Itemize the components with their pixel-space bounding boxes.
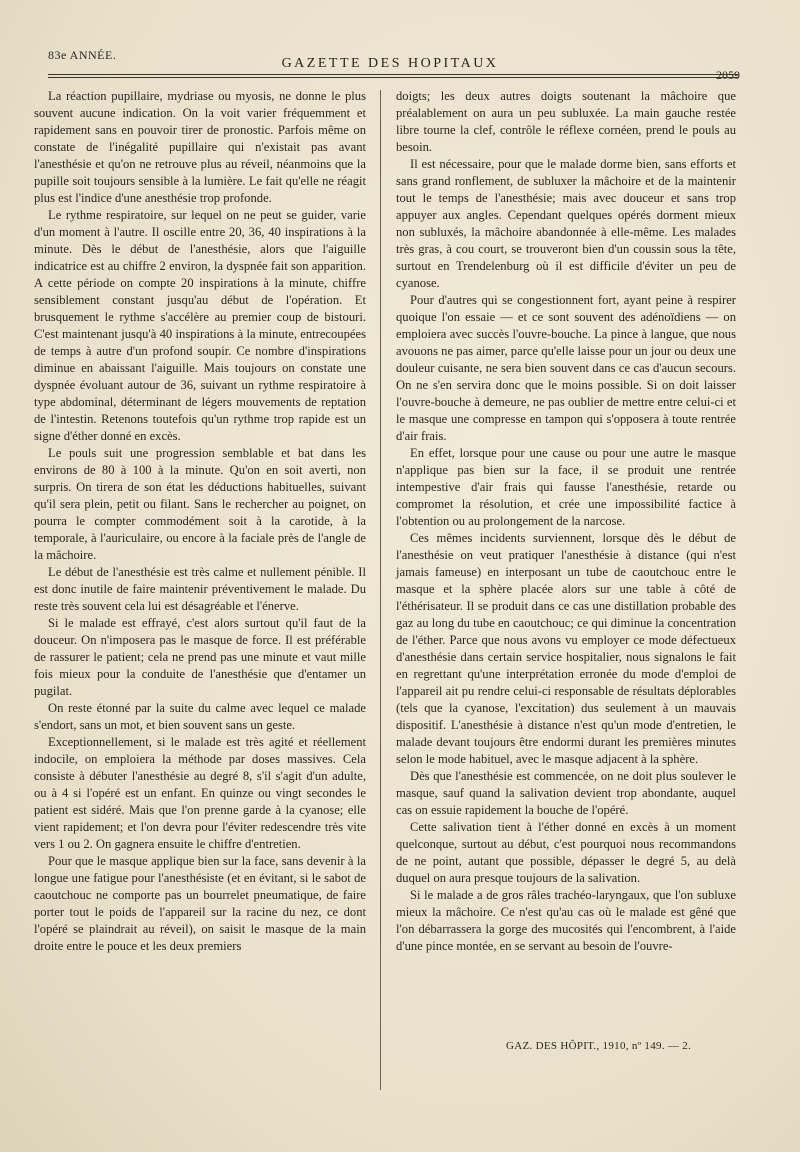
- paragraph: Le rythme respiratoire, sur lequel on ne peut se guider, varie d'un moment à l'autre. Il oscille entre 20, 36, 40 inspirations à la minute. Dès le début de l'anesthésie, alors que l'aiguille indicatrice est au chiffre 2 environ, la dyspnée fait son apparition. A cette période on compte 20 inspirations à la minute, chiffre sensiblement constant jusqu'au début de l'opération. Et brusquement le rythme s'accélère au premier coup de bistouri. C'est maintenant jusqu'à 40 inspirations à la minute, entrecoupées de temps à autre d'un profond soupir. Ce nombre d'inspirations diminue en abaissant l'aiguille. Mais toujours on constate une dyspnée évoluant autour de 36, suivant un rythme respiratoire à type abdominal, déterminant de légers mouvements de reptation de l'intestin. Retenons toutefois qu'un rythme trop rapide est un signe d'éther donné en excès.: [34, 208, 366, 443]
- column-divider: [380, 90, 381, 1090]
- paragraph: Ces mêmes incidents surviennent, lorsque dès le début de l'anesthésie on veut pratiquer l'anesthésie à distance (qui n'est jamais fameuse) en interposant un tube de caoutchouc entre le masque et la sphère placée alors sur une table à côté de l'éthérisateur. Il se produit dans ce cas une distillation probable des gaz au long du tube en caoutchouc; ce qui diminue la concentration de l'éther. Parce que nous avons vu employer ce mode défectueux d'anesthésie dans certain service hospitalier, nous signalons le fait en regrettant qu'une interprétation erronée du mode d'emploi de l'appareil ait pu rendre celui-ci responsable de résultats déplorables (tels que la cyanose, l'excitation) dus seulement à un mauvais dispositif. L'anesthésie à distance n'est qu'un mode d'entretien, le malade devant toujours être endormi durant les premières minutes selon le mode habituel, avec le masque adjacent à la sphère.: [396, 531, 736, 766]
- header-rule: [48, 77, 738, 78]
- paragraph: On reste étonné par la suite du calme avec lequel ce malade s'endort, sans un mot, et bien souvent sans un geste.: [34, 701, 366, 732]
- paragraph: Pour d'autres qui se congestionnent fort, ayant peine à respirer quoique l'on essaie — et ce sont souvent des adénoïdiens — on emploiera avec succès l'ouvre-bouche. La pince à langue, que nous avouons ne pas aimer, parce qu'elle laisse pour un jour ou deux une douleur cuisante, ne sera bien souvent dans ce cas d'aucun secours. On ne s'en servira donc que le moins possible. Si on doit laisser l'ouvre-bouche à demeure, ne pas oublier de mettre entre celui-ci et le masque une compresse en tampon qui s'opposera à toute rentrée d'air frais.: [396, 293, 736, 443]
- paragraph: doigts; les deux autres doigts soutenant la mâchoire que préalablement on aura un peu subluxée. La main gauche restée libre tourne la clef, contrôle le réflexe cornéen, prend le pouls au besoin.: [396, 89, 736, 154]
- paragraph: Dès que l'anesthésie est commencée, on ne doit plus soulever le masque, sauf quand la salivation devient trop abondante, auquel cas on essuie rapidement la bouche de l'opéré.: [396, 769, 736, 817]
- page-footer: GAZ. DES HÔPIT., 1910, nº 149. — 2.: [506, 1040, 692, 1052]
- paragraph: En effet, lorsque pour une cause ou pour une autre le masque n'applique pas bien sur la face, il se produit une rentrée intempestive d'air frais qui fausse l'anesthésie, retarde ou compromet la résolution, et crée une impossibilité factice à l'obtention ou au prolongement de la narcose.: [396, 446, 736, 528]
- paragraph: Cette salivation tient à l'éther donné en excès à un moment quelconque, surtout au début, c'est pourquoi nous recommandons de ne point, autant que possible, dépasser le degré 5, au delà duquel on aura presque toujours de la salivation.: [396, 820, 736, 885]
- page-number: 2059: [716, 68, 740, 82]
- paragraph: Si le malade a de gros râles trachéo-laryngaux, que l'on subluxe mieux la mâchoire. Ce n'est qu'au cas où le malade est gêné que l'on débarrassera la gorge des mucosités qui l'encombrent, à l'aide d'une pince montée, en se servant au besoin de l'ouvre-: [396, 888, 736, 953]
- paragraph: Il est nécessaire, pour que le malade dorme bien, sans efforts et sans grand ronflement, de subluxer la mâchoire et de la maintenir tout le temps de l'anesthésie; mais avec douceur et sans trop appuyer aux angles. Cependant quelques opérés dorment mieux non subluxés, la mâchoire abandonnée à elle-même. Les malades très gras, à cou court, se trouveront bien d'un coussin sous la tête, surtout en Trendelenburg où il est difficile d'éviter un peu de cyanose.: [396, 157, 736, 290]
- left-column: [34, 88, 366, 955]
- paragraph: Si le malade est effrayé, c'est alors surtout qu'il faut de la douceur. On n'imposera pas le masque de force. Il est préférable de rassurer le patient; cela ne prend pas une minute et vaut mille fois mieux pour la conduite de l'anesthésie que d'entamer un pugilat.: [34, 616, 366, 698]
- journal-title: GAZETTE DES HOPITAUX: [281, 56, 499, 71]
- right-column: [396, 88, 736, 955]
- paragraph: Le pouls suit une progression semblable et bat dans les environs de 80 à 100 à la minute. Qu'on en soit averti, non surpris. On tirera de son état les déductions habituelles, suivant qu'il sera plein, petit ou filant. Sans le rechercher au poignet, on pourra le compter commodément soit à la carotide, à la temporale, à l'auriculaire, ou encore à la faciale près de l'angle de la mâchoire.: [34, 446, 366, 562]
- paragraph: Le début de l'anesthésie est très calme et nullement pénible. Il est donc inutile de faire maintenir préventivement le malade. Du reste très souvent cela lui est désagréable et l'énerve.: [34, 565, 366, 613]
- header-rule: [48, 74, 738, 75]
- paragraph: Pour que le masque applique bien sur la face, sans devenir à la longue une fatigue pour l'anesthésiste (et en évitant, si le sabot de caoutchouc ne comporte pas un bourrelet pneumatique, de faire porter tout le poids de l'appareil sur la racine du nez, ce dont l'opéré se plaindrait au réveil), on saisit le masque de la main droite entre le pouce et les deux premiers: [34, 854, 366, 953]
- year-label: 83e ANNÉE.: [48, 48, 117, 62]
- paragraph: Exceptionnellement, si le malade est très agité et réellement indocile, on emploiera la méthode par doses massives. Cela consiste à débuter l'anesthésie au degré 8, s'il s'agit d'un adulte, ou à 4 si l'opéré est un enfant. En quinze ou vingt secondes le patient est sidéré. Mais que l'on prenne garde à la cyanose; elle vient rapidement; et l'on devra pour l'éviter redescendre très vite vers 1 ou 2. On gagnera ensuite le chiffre d'entretien.: [34, 735, 366, 851]
- paragraph: La réaction pupillaire, mydriase ou myosis, ne donne le plus souvent aucune indication. On la voit varier fréquemment et rapidement sans en pouvoir tirer de pronostic. Parfois même on constate de l'inégalité pupillaire qui n'existait pas avant l'anesthésie et qu'on ne retrouve plus au réveil, néanmoins que la pupille soit toujours sensible à la lumière. Le fait qu'elle ne réagit plus est l'indice d'une anesthésie trop profonde.: [34, 89, 366, 205]
